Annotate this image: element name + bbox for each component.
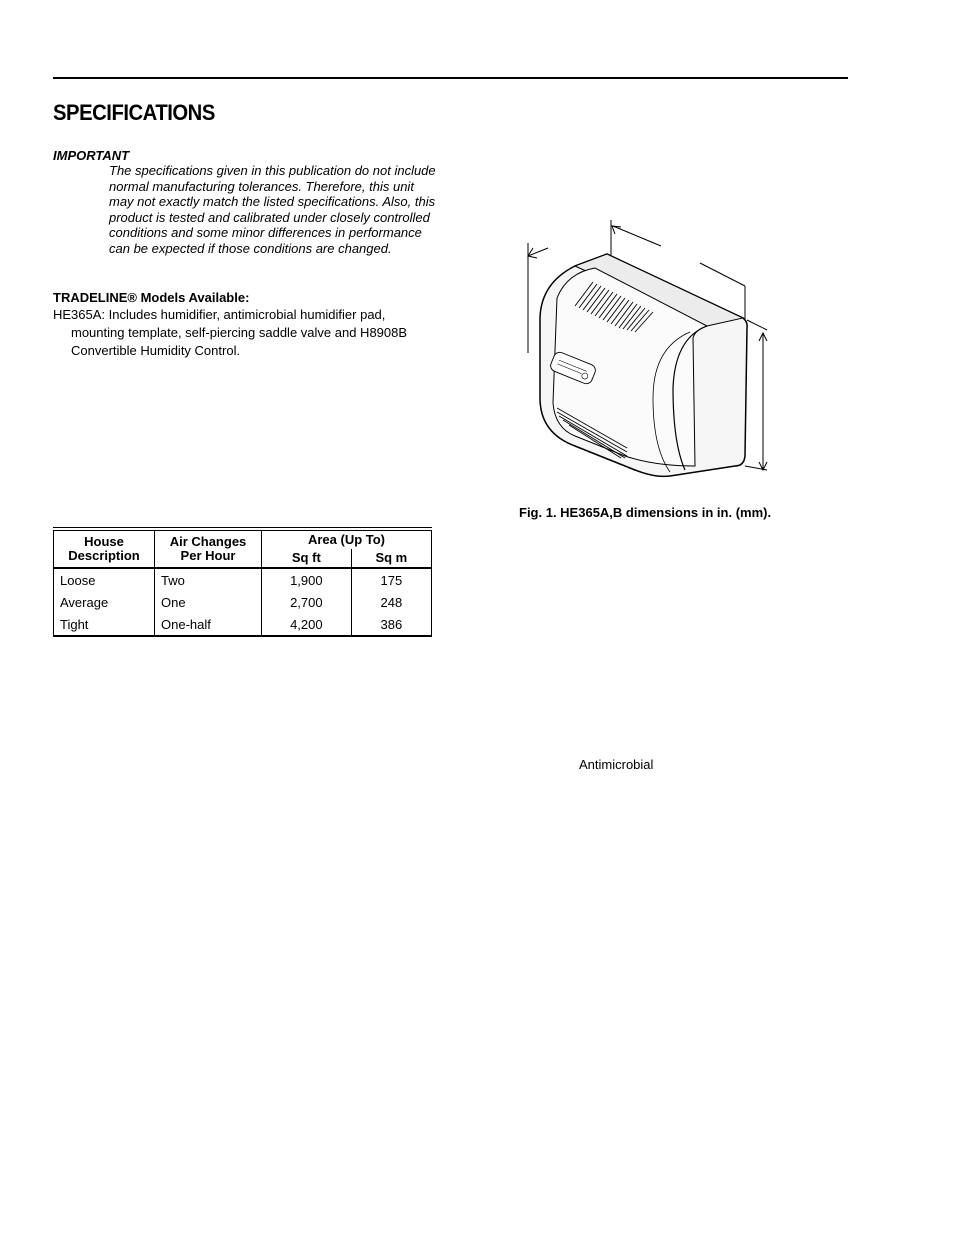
important-text: The specifications given in this publication do not include normal manufacturing tolerances. Therefore, this unit may not exactly match the listed specifications. Also, this product is tested and calibrated under closely controlled conditions and some minor differences in performance can be expected if those conditions are changed. — [109, 163, 436, 256]
humidifier-illustration — [515, 208, 775, 488]
cell-sqft: 1,900 — [262, 568, 352, 591]
table-row — [54, 591, 432, 613]
figure-caption: Fig. 1. HE365A,B dimensions in in. (mm). — [519, 505, 772, 520]
table-row — [54, 613, 432, 636]
humidifier-figure — [515, 208, 775, 488]
top-rule — [53, 77, 848, 79]
cell-air: One-half — [155, 613, 262, 636]
cell-sqm: 175 — [351, 568, 431, 591]
house-area-table — [53, 527, 432, 637]
col-air-changes: Air Changes Per Hour — [155, 529, 262, 568]
cell-sqm: 248 — [351, 591, 431, 613]
cell-house: Tight — [60, 616, 89, 632]
section-title: SPECIFICATIONS — [53, 100, 215, 125]
important-label: IMPORTANT — [53, 148, 130, 163]
col-sqm: Sq m — [351, 549, 431, 568]
col-sqft: Sq ft — [262, 549, 352, 568]
models-heading: TRADELINE® Models Available: — [53, 290, 250, 305]
cell-sqft: 2,700 — [262, 591, 352, 613]
cell-air: One — [155, 591, 262, 613]
col-house-description: House Description — [54, 529, 155, 568]
cell-air: Two — [155, 568, 262, 591]
col-area: Area (Up To) — [262, 529, 432, 549]
table-row — [54, 568, 432, 591]
models-description: HE365A: Includes humidifier, antimicrobial humidifier pad, mounting template, self-piercing saddle valve and H8908B Convertible Humidity Control. — [53, 307, 408, 359]
cell-house: Average — [60, 594, 109, 610]
cell-house: Loose — [60, 572, 96, 588]
cell-sqm: 386 — [351, 613, 431, 636]
cell-sqft: 4,200 — [262, 613, 352, 636]
antimicrobial-label: Antimicrobial — [579, 757, 654, 772]
